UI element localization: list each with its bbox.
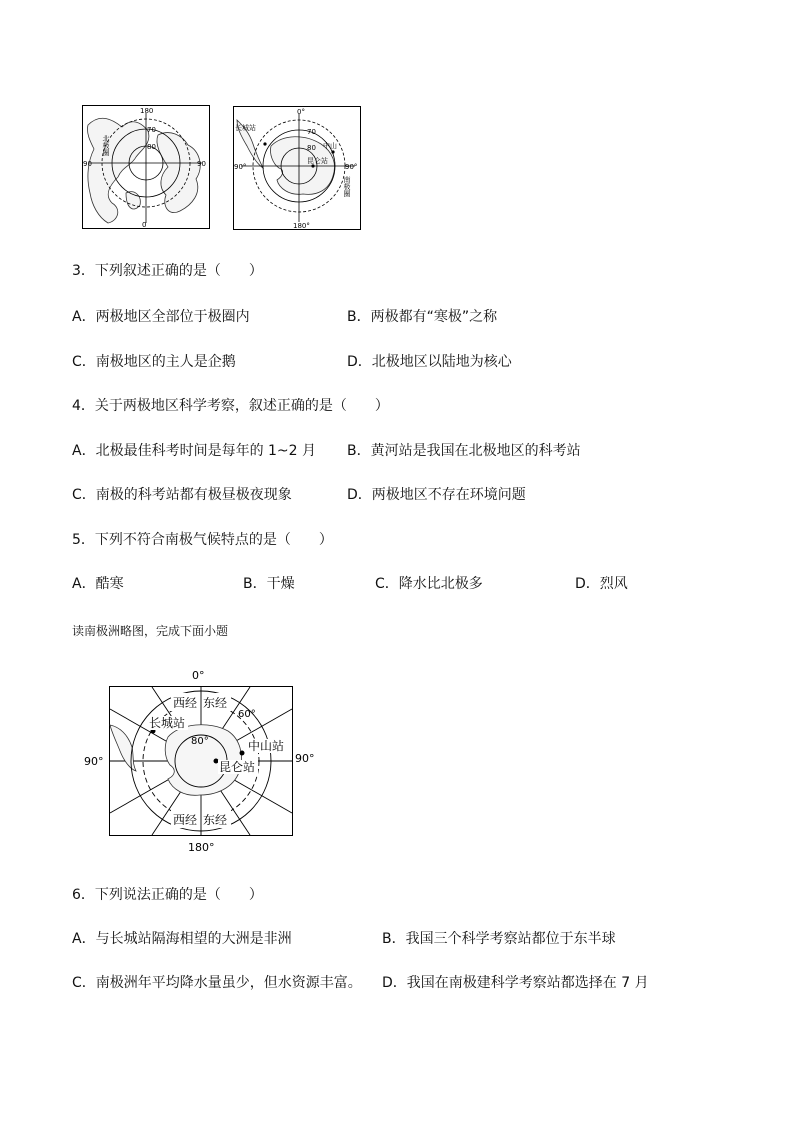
changcheng-station-label: 长城站 — [149, 716, 186, 730]
south-lon-right: 90° — [345, 163, 358, 171]
q4-stem: 4．关于两极地区科学考察，叙述正确的是（ ） — [72, 398, 389, 414]
q5-option-b[interactable]: B．干燥 — [243, 576, 295, 592]
q5-option-d[interactable]: D．烈风 — [575, 576, 628, 592]
q3-stem: 3．下列叙述正确的是（ ） — [72, 263, 263, 279]
q4-option-d[interactable]: D．两极地区不存在环境问题 — [347, 487, 526, 503]
q5-option-a[interactable]: A．酷寒 — [72, 576, 124, 592]
station-kunlun-small: 昆仑站 — [307, 157, 328, 165]
north-lon-left: 90 — [83, 160, 92, 168]
south-lat-70: 70 — [307, 128, 316, 136]
south-polar-map — [233, 106, 361, 230]
north-lon-bottom: 0 — [142, 221, 147, 229]
q5-option-c[interactable]: C．降水比北极多 — [375, 576, 483, 592]
q3-option-b[interactable]: B．两极都有“寒极”之称 — [347, 309, 498, 325]
q4-option-c[interactable]: C．南极的科考站都有极昼极夜现象 — [72, 487, 292, 503]
map-intro-text: 读南极洲略图，完成下面小题 — [72, 624, 229, 638]
map-lon-180: 180° — [188, 841, 215, 854]
q3-option-d[interactable]: D．北极地区以陆地为核心 — [347, 354, 512, 370]
q6-option-a[interactable]: A．与长城站隔海相望的大洲是非洲 — [72, 931, 292, 947]
north-lat-80: 80 — [147, 143, 156, 151]
q4-option-b[interactable]: B．黄河站是我国在北极地区的科考站 — [347, 443, 581, 459]
kunlun-station-label: 昆仑站 — [219, 760, 256, 774]
q6-option-d[interactable]: D．我国在南极建科学考察站都选择在 7 月 — [382, 975, 649, 991]
arctic-circle-label: 北极圈 — [102, 135, 110, 156]
west-longitude-top: 西经 — [173, 696, 198, 710]
q4-option-a[interactable]: A．北极最佳科考时间是每年的 1~2 月 — [72, 443, 317, 459]
west-longitude-bottom: 西经 — [173, 813, 198, 827]
north-lon-right: 90 — [197, 160, 206, 168]
q6-option-c[interactable]: C．南极洲年平均降水量虽少，但水资源丰富。 — [72, 975, 362, 991]
zhongshan-station-label: 中山站 — [248, 739, 285, 753]
antarctic-circle-label: 南极圈 — [343, 176, 351, 197]
q3-option-c[interactable]: C．南极地区的主人是企鹅 — [72, 354, 236, 370]
q6-option-b[interactable]: B．我国三个科学考察站都位于东半球 — [382, 931, 616, 947]
map-lon-0: 0° — [192, 669, 205, 682]
south-lon-left: 90° — [234, 163, 247, 171]
north-lat-70: 70 — [147, 126, 156, 134]
map-lon-90w: 90° — [84, 755, 104, 768]
antarctica-sketch-map — [80, 665, 320, 855]
q3-option-a[interactable]: A．两极地区全部位于极圈内 — [72, 309, 250, 325]
q5-stem: 5．下列不符合南极气候特点的是（ ） — [72, 532, 333, 548]
station-changcheng-small: 长城站 — [235, 124, 256, 132]
lat-80-label: 80° — [191, 736, 209, 747]
lat-60-label: 60° — [238, 709, 256, 720]
map-lon-90e: 90° — [295, 752, 315, 765]
zhongshan-station-marker — [240, 751, 245, 756]
south-lon-top: 0° — [297, 108, 305, 116]
station-zhongshan-small: 中山 — [323, 142, 337, 150]
east-longitude-bottom: 东经 — [203, 813, 228, 827]
south-lat-80: 80 — [307, 144, 316, 152]
east-longitude-top: 东经 — [203, 696, 228, 710]
north-lon-top: 180 — [140, 107, 154, 115]
q6-stem: 6．下列说法正确的是（ ） — [72, 887, 263, 903]
kunlun-station-marker — [214, 759, 219, 764]
south-lon-bottom: 180° — [293, 222, 310, 230]
north-polar-map — [82, 105, 210, 229]
